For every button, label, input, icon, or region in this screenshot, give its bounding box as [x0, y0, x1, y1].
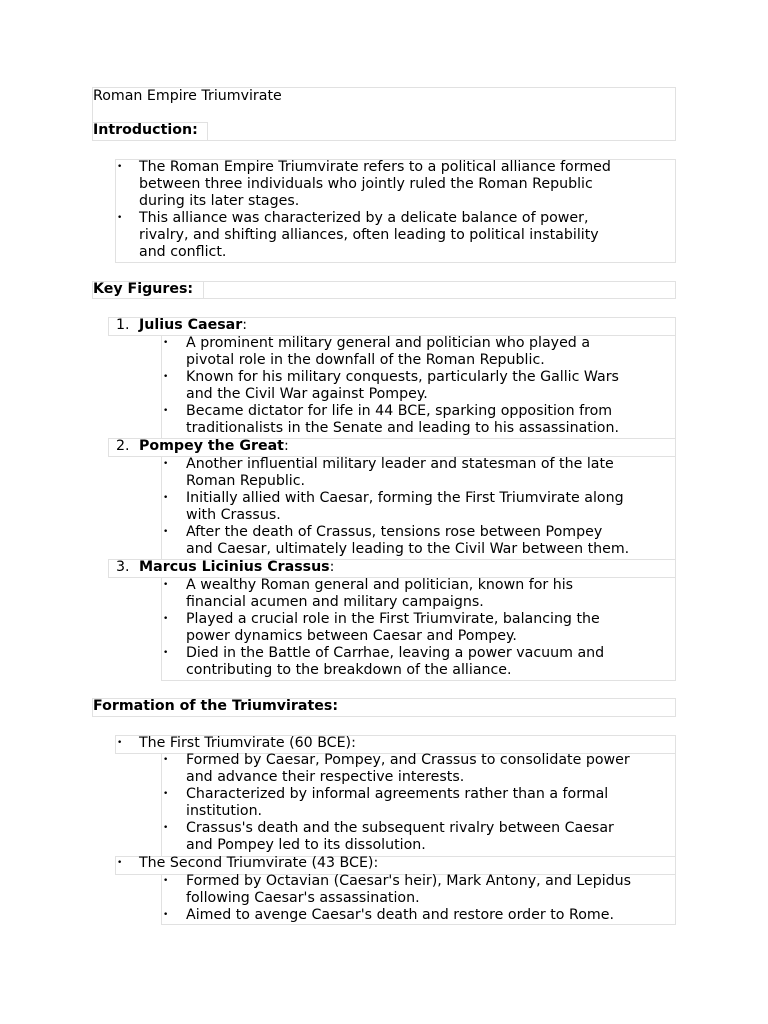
formation-item-1-bullet-3-line-1: Crassus's death and the subsequent rivalry between Caesar [186, 820, 614, 836]
formation-item-1-bullet-2-line-1: Characterized by informal agreements rather than a formal [186, 786, 609, 802]
figure-1-bullet-2-line-1: Known for his military conquests, particularly the Gallic Wars [186, 369, 619, 385]
bullet-marker: • [163, 372, 169, 382]
formation-item-2-bullet-1-line-2: following Caesar's assassination. [186, 890, 420, 906]
formation-item-2-label: The Second Triumvirate (43 BCE): [139, 855, 379, 871]
bullet-marker: • [163, 406, 169, 416]
bullet-marker: • [163, 338, 169, 348]
intro-bullet-1-line-3: during its later stages. [139, 193, 300, 209]
bullet-marker: • [117, 162, 123, 172]
bullet-marker: • [163, 823, 169, 833]
figure-2-bullet-2-line-1: Initially allied with Caesar, forming the First Triumvirate along [186, 490, 624, 506]
figure-3-number: 3. [116, 559, 130, 575]
figure-1-bullet-3-line-2: traditionalists in the Senate and leading to his assassination. [186, 420, 619, 436]
formation-item-1-label: The First Triumvirate (60 BCE): [139, 735, 356, 751]
bullet-marker: • [163, 580, 169, 590]
intro-bullet-2-line-2: rivalry, and shifting alliances, often leading to political instability [139, 227, 599, 243]
figure-3-bullet-3-line-2: contributing to the breakdown of the alliance. [186, 662, 512, 678]
figure-2-number: 2. [116, 438, 130, 454]
figure-3-name: Marcus Licinius Crassus [139, 559, 330, 575]
figure-1-number: 1. [116, 317, 130, 333]
figure-3-bullet-2-line-2: power dynamics between Caesar and Pompey. [186, 628, 517, 644]
intro-bullet-2-line-1: This alliance was characterized by a delicate balance of power, [139, 210, 589, 226]
figure-1-bullet-1-line-1: A prominent military general and politician who played a [186, 335, 591, 351]
figure-1-suffix: : [242, 317, 247, 333]
bullet-marker: • [163, 648, 169, 658]
bullet-marker: • [163, 755, 169, 765]
figure-2-bullet-3-line-1: After the death of Crassus, tensions rose between Pompey [186, 524, 603, 540]
formation-item-1-bullet-1-line-2: and advance their respective interests. [186, 769, 465, 785]
figure-1-bullet-2-line-2: and the Civil War against Pompey. [186, 386, 428, 402]
bullet-marker: • [163, 459, 169, 469]
bullet-marker: • [117, 858, 123, 868]
document-title: Roman Empire Triumvirate [93, 88, 282, 104]
formation-item-1-bullet-2-line-2: institution. [186, 803, 263, 819]
figure-2-bullet-1-line-2: Roman Republic. [186, 473, 306, 489]
intro-bullet-1-line-1: The Roman Empire Triumvirate refers to a political alliance formed [139, 159, 611, 175]
bullet-marker: • [117, 213, 123, 223]
bullet-marker: • [163, 614, 169, 624]
introduction-heading-box [92, 122, 208, 141]
formation-item-2-bullet-1-line-1: Formed by Octavian (Caesar's heir), Mark Antony, and Lepidus [186, 873, 632, 889]
figure-2-bullet-3-line-2: and Caesar, ultimately leading to the Civil War between them. [186, 541, 630, 557]
figure-1-title [139, 317, 247, 334]
intro-bullet-2-line-3: and conflict. [139, 244, 227, 260]
bullet-marker: • [163, 527, 169, 537]
figure-1-bullet-1-line-2: pivotal role in the downfall of the Roman Republic. [186, 352, 545, 368]
bullet-marker: • [163, 789, 169, 799]
figure-3-bullet-1-line-2: financial acumen and military campaigns. [186, 594, 484, 610]
figure-1-name: Julius Caesar [139, 317, 243, 333]
formation-heading: Formation of the Triumvirates: [93, 698, 339, 714]
figure-3-bullet-2-line-1: Played a crucial role in the First Triumvirate, balancing the [186, 611, 600, 627]
figure-2-bullet-1-line-1: Another influential military leader and statesman of the late [186, 456, 614, 472]
figure-3-title [139, 559, 334, 576]
bullet-marker: • [163, 876, 169, 886]
figure-2-suffix: : [283, 438, 289, 454]
figure-2-bullet-2-line-2: with Crassus. [186, 507, 281, 523]
figure-3-suffix: : [329, 559, 335, 575]
key-figures-heading: Key Figures: [93, 281, 194, 297]
figure-2-name: Pompey the Great [139, 438, 284, 454]
intro-bullet-1-line-2: between three individuals who jointly ruled the Roman Republic [139, 176, 593, 192]
bullet-marker: • [163, 493, 169, 503]
figure-1-bullet-3-line-1: Became dictator for life in 44 BCE, sparking opposition from [186, 403, 613, 419]
formation-item-1-bullet-1-line-1: Formed by Caesar, Pompey, and Crassus to consolidate power [186, 752, 630, 768]
figure-2-title [139, 438, 289, 455]
introduction-heading: Introduction: [93, 122, 198, 138]
bullet-marker: • [163, 910, 169, 920]
figure-3-bullet-3-line-1: Died in the Battle of Carrhae, leaving a power vacuum and [186, 645, 605, 661]
figure-3-bullet-1-line-1: A wealthy Roman general and politician, known for his [186, 577, 574, 593]
bullet-marker: • [117, 738, 123, 748]
formation-item-1-bullet-3-line-2: and Pompey led to its dissolution. [186, 837, 426, 853]
formation-item-2-bullet-2-line-1: Aimed to avenge Caesar's death and restore order to Rome. [186, 907, 614, 923]
